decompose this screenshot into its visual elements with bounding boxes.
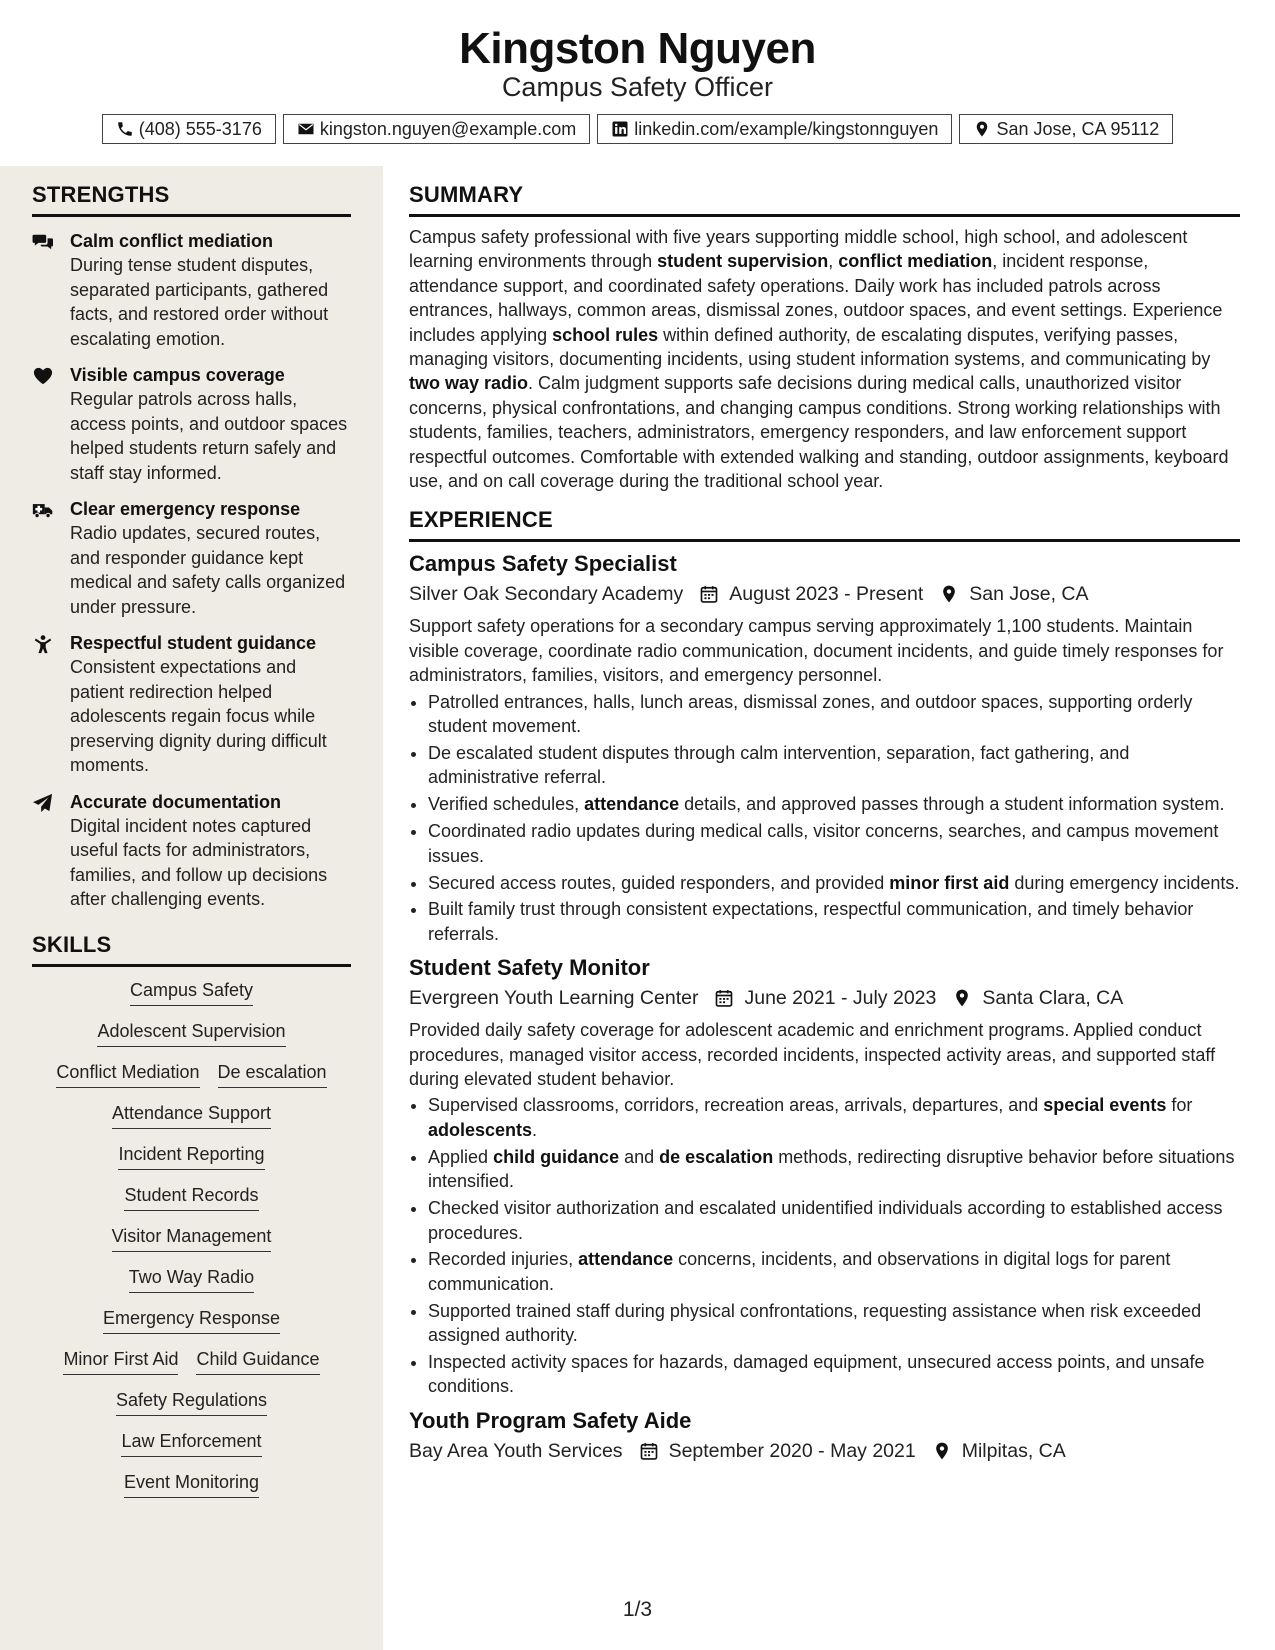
text-run: Support safety operations for a secondary campus serving approximately 1,100 students. Maintain visible coverage, coordinate radio communication, document incidents, and guide timely responses for administrators, families, visitors, and emergency personnel. (409, 616, 1224, 686)
strength-description: Radio updates, secured routes, and responder guidance kept medical and safety calls organized under pressure. (70, 523, 346, 617)
job-title: Campus Safety Specialist (409, 551, 677, 577)
skill-row (112, 1102, 271, 1129)
job-entry (409, 954, 1240, 1399)
job-location: San Jose, CA (969, 583, 1089, 606)
skill-tag: Two Way Radio (129, 1266, 254, 1293)
text-run: for (1166, 1095, 1193, 1116)
bold-keyword: child guidance (493, 1146, 620, 1167)
map-pin-icon (952, 988, 972, 1008)
calendar-icon (699, 584, 719, 604)
job-entry (409, 1407, 1240, 1465)
map-pin-icon (973, 120, 991, 138)
experience-list (409, 550, 1240, 1464)
bullet-item (428, 792, 1240, 816)
contact-email-text: kingston.nguyen@example.com (319, 118, 577, 139)
contact-location[interactable] (959, 114, 1173, 144)
skill-row (130, 979, 253, 1006)
bold-keyword: attendance (584, 794, 680, 815)
summary-heading: SUMMARY (409, 182, 1240, 217)
skill-row (63, 1348, 319, 1375)
job-location: Milpitas, CA (961, 1439, 1066, 1462)
job-location: Santa Clara, CA (982, 987, 1124, 1010)
job-organization: Silver Oak Secondary Academy (409, 583, 684, 606)
paper-plane-icon (32, 790, 60, 912)
text-run: Applied (428, 1146, 494, 1167)
skill-row (129, 1266, 254, 1293)
bold-keyword: school rules (552, 324, 659, 345)
text-run: Campus safety professional with five years supporting middle school, high school, and adolescent learning environments through (409, 227, 1188, 272)
text-run: Patrolled entrances, halls, lunch areas, dismissal zones, and outdoor spaces, supporting orderly student movement. (428, 691, 1193, 737)
text-run: details, and approved passes through a student information system. (679, 794, 1225, 815)
contact-phone-text: (408) 555-3176 (138, 118, 262, 139)
text-run: Built family trust through consistent expectations, respectful communication, and timely behavior referrals. (428, 899, 1194, 944)
candidate-title: Campus Safety Officer (501, 72, 774, 102)
job-title: Student Safety Monitor (409, 955, 650, 981)
text-run: Coordinated radio updates during medical calls, visitor concerns, searches, and campus movement issues. (428, 821, 1219, 866)
text-run: concerns, incidents, and observations in digital logs for parent communication. (428, 1249, 1171, 1294)
bullet-item (428, 690, 1240, 739)
bold-keyword: attendance (578, 1249, 674, 1270)
text-run: Inspected activity spaces for hazards, damaged equipment, unsecured access points, and unsafe conditions. (428, 1352, 1205, 1397)
skills-heading: SKILLS (32, 932, 351, 967)
bold-keyword: two way radio (409, 373, 529, 394)
skill-tag: Emergency Response (103, 1307, 280, 1334)
strength-item (32, 497, 351, 619)
text-run: , (828, 251, 839, 272)
skill-tag: Visitor Management (112, 1225, 272, 1252)
text-run: Checked visitor authorization and escalated unidentified individuals according to established access procedures. (428, 1198, 1223, 1243)
job-organization: Bay Area Youth Services (409, 1439, 623, 1462)
job-organization: Evergreen Youth Learning Center (409, 987, 699, 1010)
skill-row (121, 1430, 261, 1457)
skill-tag: Campus Safety (130, 979, 253, 1006)
page-number: 1/3 (622, 1598, 653, 1621)
text-run: during emergency incidents. (1009, 872, 1240, 893)
skill-tag: Attendance Support (112, 1102, 271, 1129)
contact-bar (0, 114, 1275, 144)
job-bullets (409, 1093, 1240, 1398)
bullet-item (428, 1247, 1240, 1296)
summary-text (409, 225, 1240, 493)
job-meta (409, 984, 1240, 1012)
job-title: Youth Program Safety Aide (409, 1407, 692, 1433)
chat-bubbles-icon (32, 229, 60, 351)
contact-email[interactable] (283, 114, 590, 144)
job-description (409, 1018, 1240, 1091)
skill-tag: Incident Reporting (118, 1143, 264, 1170)
envelope-icon (297, 120, 315, 138)
map-pin-icon (932, 1441, 952, 1461)
strengths-heading: STRENGTHS (32, 182, 351, 217)
skill-tag: Minor First Aid (63, 1348, 178, 1375)
text-run: . (532, 1119, 538, 1140)
contact-location-text: San Jose, CA 95112 (996, 118, 1160, 139)
text-run: Secured access routes, guided responders, and provided (428, 872, 890, 893)
skill-row (124, 1184, 258, 1211)
skill-row (56, 1061, 326, 1088)
bold-keyword: conflict mediation (838, 251, 993, 272)
text-run: Supervised classrooms, corridors, recreation areas, arrivals, departures, and (428, 1095, 1044, 1116)
strength-item (32, 790, 351, 912)
strength-title: Clear emergency response (70, 499, 301, 519)
strength-item (32, 363, 351, 485)
job-entry (409, 550, 1240, 946)
bullet-item (428, 1350, 1240, 1399)
skill-row (103, 1307, 280, 1334)
map-pin-icon (939, 584, 959, 604)
text-run: and (619, 1146, 660, 1167)
strength-title: Visible campus coverage (70, 365, 285, 385)
skills-list (32, 979, 351, 1498)
bold-keyword: special events (1043, 1095, 1167, 1116)
bullet-item (428, 1299, 1240, 1348)
job-description (409, 614, 1240, 687)
strength-description: Digital incident notes captured useful facts for administrators, families, and follow up decisions after challenging events. (70, 815, 328, 909)
skill-row (116, 1389, 267, 1416)
experience-heading: EXPERIENCE (409, 507, 1240, 542)
skill-row (124, 1471, 259, 1498)
skill-row (97, 1020, 285, 1047)
main-content (383, 166, 1275, 1650)
skill-tag: Safety Regulations (116, 1389, 267, 1416)
skill-tag: Student Records (124, 1184, 258, 1211)
text-run: methods, redirecting disruptive behavior before situations intensified. (428, 1146, 1235, 1192)
text-run: . Calm judgment supports safe decisions during medical calls, unauthorized visitor concerns, physical confrontations, and changing campus conditions. Strong working relationships with students, families, teachers, administrators, emergency responders, and law enforcement support respectful outcomes. Comfortable with extended walking and standing, outdoor assignments, keyboard use, and on call coverage during the traditional school year. (409, 373, 1229, 492)
bold-keyword: de escalation (659, 1146, 774, 1167)
text-run: Supported trained staff during physical confrontations, requesting assistance when risk exceeded assigned authority. (428, 1300, 1202, 1346)
skill-row (118, 1143, 264, 1170)
contact-linkedin[interactable] (597, 114, 952, 144)
bullet-item (428, 819, 1240, 868)
resume-header (0, 0, 1275, 165)
child-icon (32, 631, 60, 778)
skill-tag: Adolescent Supervision (97, 1020, 285, 1047)
skill-row (112, 1225, 272, 1252)
skill-tag: Law Enforcement (121, 1430, 261, 1457)
bullet-item (428, 1196, 1240, 1245)
calendar-icon (639, 1441, 659, 1461)
job-bullets (409, 690, 1240, 947)
job-meta (409, 1437, 1240, 1465)
bullet-item (428, 897, 1240, 946)
ambulance-icon (32, 497, 60, 619)
strength-title: Respectful student guidance (70, 633, 317, 653)
text-run: Recorded injuries, (428, 1249, 579, 1270)
bullet-item (428, 1145, 1240, 1194)
strength-item (32, 229, 351, 351)
job-dates: August 2023 - Present (729, 583, 924, 606)
strength-title: Accurate documentation (70, 791, 282, 812)
bullet-item (428, 741, 1240, 790)
calendar-icon (714, 988, 734, 1008)
bold-keyword: minor first aid (889, 872, 1010, 893)
bullet-item (428, 1093, 1240, 1142)
contact-phone[interactable] (102, 114, 276, 144)
phone-icon (116, 120, 134, 138)
skill-tag: De escalation (218, 1061, 327, 1088)
strength-description: During tense student disputes, separated participants, gathered facts, and restored order without escalating emotion. (70, 255, 329, 349)
job-meta (409, 580, 1240, 608)
contact-linkedin-text: linkedin.com/example/kingstonnguyen (634, 118, 939, 139)
job-dates: September 2020 - May 2021 (668, 1439, 916, 1462)
text-run: , incident response, attendance support, and coordinated safety operations. Daily work has included patrols across entrances, hallways, common areas, dismissal zones, outdoor spaces, and event settings. Experience includes applying (409, 251, 1223, 345)
heart-icon (32, 363, 60, 485)
linkedin-icon (611, 120, 629, 138)
text-run: De escalated student disputes through calm intervention, separation, fact gathering, and administrative referral. (428, 743, 1130, 788)
strength-description: Consistent expectations and patient redirection helped adolescents regain focus while preserving dignity during difficult moments. (70, 657, 327, 775)
skill-tag: Event Monitoring (124, 1471, 259, 1498)
bullet-item (428, 871, 1240, 895)
skill-tag: Child Guidance (196, 1348, 319, 1375)
text-run: Verified schedules, (428, 794, 585, 815)
strength-description: Regular patrols across halls, access points, and outdoor spaces helped students return safely and staff stay informed. (70, 389, 348, 483)
text-run: Provided daily safety coverage for adolescent academic and enrichment programs. Applied conduct procedures, managed visitor access, recorded incidents, inspected activity areas, and supported staff during elevated student behavior. (409, 1020, 1216, 1090)
text-run: within defined authority, de escalating disputes, verifying passes, managing visitors, documenting incidents, using student information systems, and communicating by (409, 324, 1211, 370)
sidebar (0, 166, 383, 1650)
job-dates: June 2021 - July 2023 (744, 987, 937, 1010)
skill-tag: Conflict Mediation (56, 1061, 199, 1088)
strength-title: Calm conflict mediation (70, 231, 274, 251)
bold-keyword: adolescents (428, 1119, 533, 1140)
bold-keyword: student supervision (657, 251, 829, 272)
candidate-name: Kingston Nguyen (459, 24, 816, 73)
strength-item (32, 631, 351, 778)
